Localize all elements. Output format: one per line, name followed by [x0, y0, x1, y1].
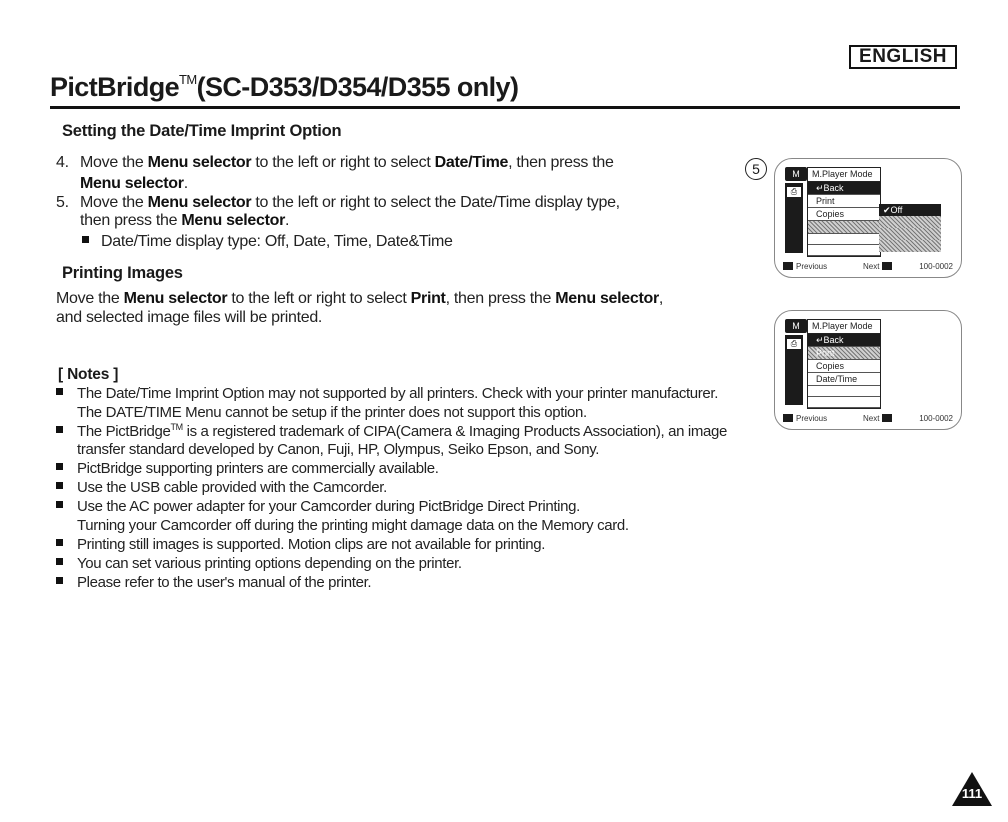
step-5-line-1: 5. Move the Menu selector to the left or right to select the Date/Time display type,: [56, 194, 620, 211]
step-4-line-1: 4. Move the Menu selector to the left or right to select Date/Time, then press the: [56, 154, 614, 171]
note-item-cont: Turning your Camcorder off during the printing might damage data on the Memory card.: [77, 517, 629, 534]
menu-item-print-selected: Print: [808, 347, 880, 360]
printing-line-2: and selected image files will be printed.: [56, 309, 323, 326]
language-badge: ENGLISH: [849, 45, 957, 69]
note-item: Printing still images is supported. Motion clips are not available for printing.: [56, 536, 545, 553]
printing-heading: Printing Images: [62, 264, 183, 282]
menu-item-empty: [808, 234, 880, 245]
lcd-footer: Previous Next 100-0002: [783, 262, 953, 271]
lcd-menu: [807, 319, 881, 409]
datetime-heading: Setting the Date/Time Imprint Option: [62, 122, 342, 140]
menu-title: M.Player Mode: [808, 320, 880, 334]
note-item: Please refer to the user's manual of the printer.: [56, 574, 371, 591]
lcd-screen-print: [774, 310, 962, 430]
menu-title: M.Player Mode: [808, 168, 880, 182]
menu-item-copies: Copies: [808, 360, 880, 373]
menu-item-empty: [808, 245, 880, 256]
next-icon: [882, 262, 892, 270]
bullet-icon: [56, 482, 63, 489]
submenu-item: [879, 240, 941, 252]
note-item-cont: transfer standard developed by Canon, Fuji, HP, Olympus, Seiko Epson, and Sony.: [77, 441, 600, 458]
bullet-icon: [56, 558, 63, 565]
page-title: PictBridge™(SC-D353/D354/D355 only): [50, 72, 519, 102]
menu-item-back: ↵Back: [808, 334, 880, 347]
player-mode-icon: M: [785, 167, 807, 181]
note-item: Use the USB cable provided with the Camcorder.: [56, 479, 387, 496]
note-item: The Date/Time Imprint Option may not supported by all printers. Check with your printer manufacturer.: [56, 385, 718, 402]
datetime-type-bullet: Date/Time display type: Off, Date, Time, Date&Time: [82, 233, 453, 251]
menu-item-datetime-selected: [808, 221, 880, 234]
notes-heading: [ Notes ]: [58, 366, 119, 383]
submenu-item: [879, 216, 941, 228]
printer-icon: ⎙: [787, 187, 801, 197]
page-number: 111: [961, 786, 983, 801]
menu-item-datetime: Date/Time: [808, 373, 880, 386]
note-item-cont: The DATE/TIME Menu cannot be setup if the printer does not support this option.: [77, 404, 587, 421]
datetime-submenu: [879, 204, 941, 252]
lcd-screen-datetime: [774, 158, 962, 278]
note-item: Use the AC power adapter for your Camcorder during PictBridge Direct Printing.: [56, 498, 580, 515]
step-marker: 5: [745, 158, 767, 180]
menu-item-back: ↵Back: [808, 182, 880, 195]
note-item: You can set various printing options depending on the printer.: [56, 555, 462, 572]
submenu-item-off: ✔Off: [879, 204, 941, 216]
note-item: PictBridge supporting printers are commercially available.: [56, 460, 439, 477]
title-divider: [50, 106, 960, 109]
menu-item-copies: Copies: [808, 208, 880, 221]
lcd-menu: [807, 167, 881, 257]
menu-item-empty: [808, 397, 880, 408]
page-number-badge: [952, 772, 992, 806]
printer-icon: ⎙: [787, 339, 801, 349]
player-mode-icon: M: [785, 319, 807, 333]
next-icon: [882, 414, 892, 422]
bullet-icon: [56, 388, 63, 395]
bullet-icon: [82, 236, 89, 243]
bullet-icon: [56, 463, 63, 470]
step-5-line-2: then press the Menu selector.: [80, 212, 290, 229]
previous-icon: [783, 262, 793, 270]
printing-line-1: Move the Menu selector to the left or right to select Print, then press the Menu selector,: [56, 290, 664, 307]
bullet-icon: [56, 539, 63, 546]
menu-item-print: Print: [808, 195, 880, 208]
lcd-footer: Previous Next 100-0002: [783, 414, 953, 423]
bullet-icon: [56, 577, 63, 584]
bullet-icon: [56, 501, 63, 508]
step-4-line-2: Menu selector.: [80, 175, 188, 192]
lcd-sidebar: [785, 183, 803, 253]
submenu-item: [879, 228, 941, 240]
menu-item-empty: [808, 386, 880, 397]
previous-icon: [783, 414, 793, 422]
note-item: The PictBridge™ is a registered trademark of CIPA(Camera & Imaging Products Association), an image: [56, 422, 727, 440]
lcd-sidebar: [785, 335, 803, 405]
bullet-icon: [56, 426, 63, 433]
